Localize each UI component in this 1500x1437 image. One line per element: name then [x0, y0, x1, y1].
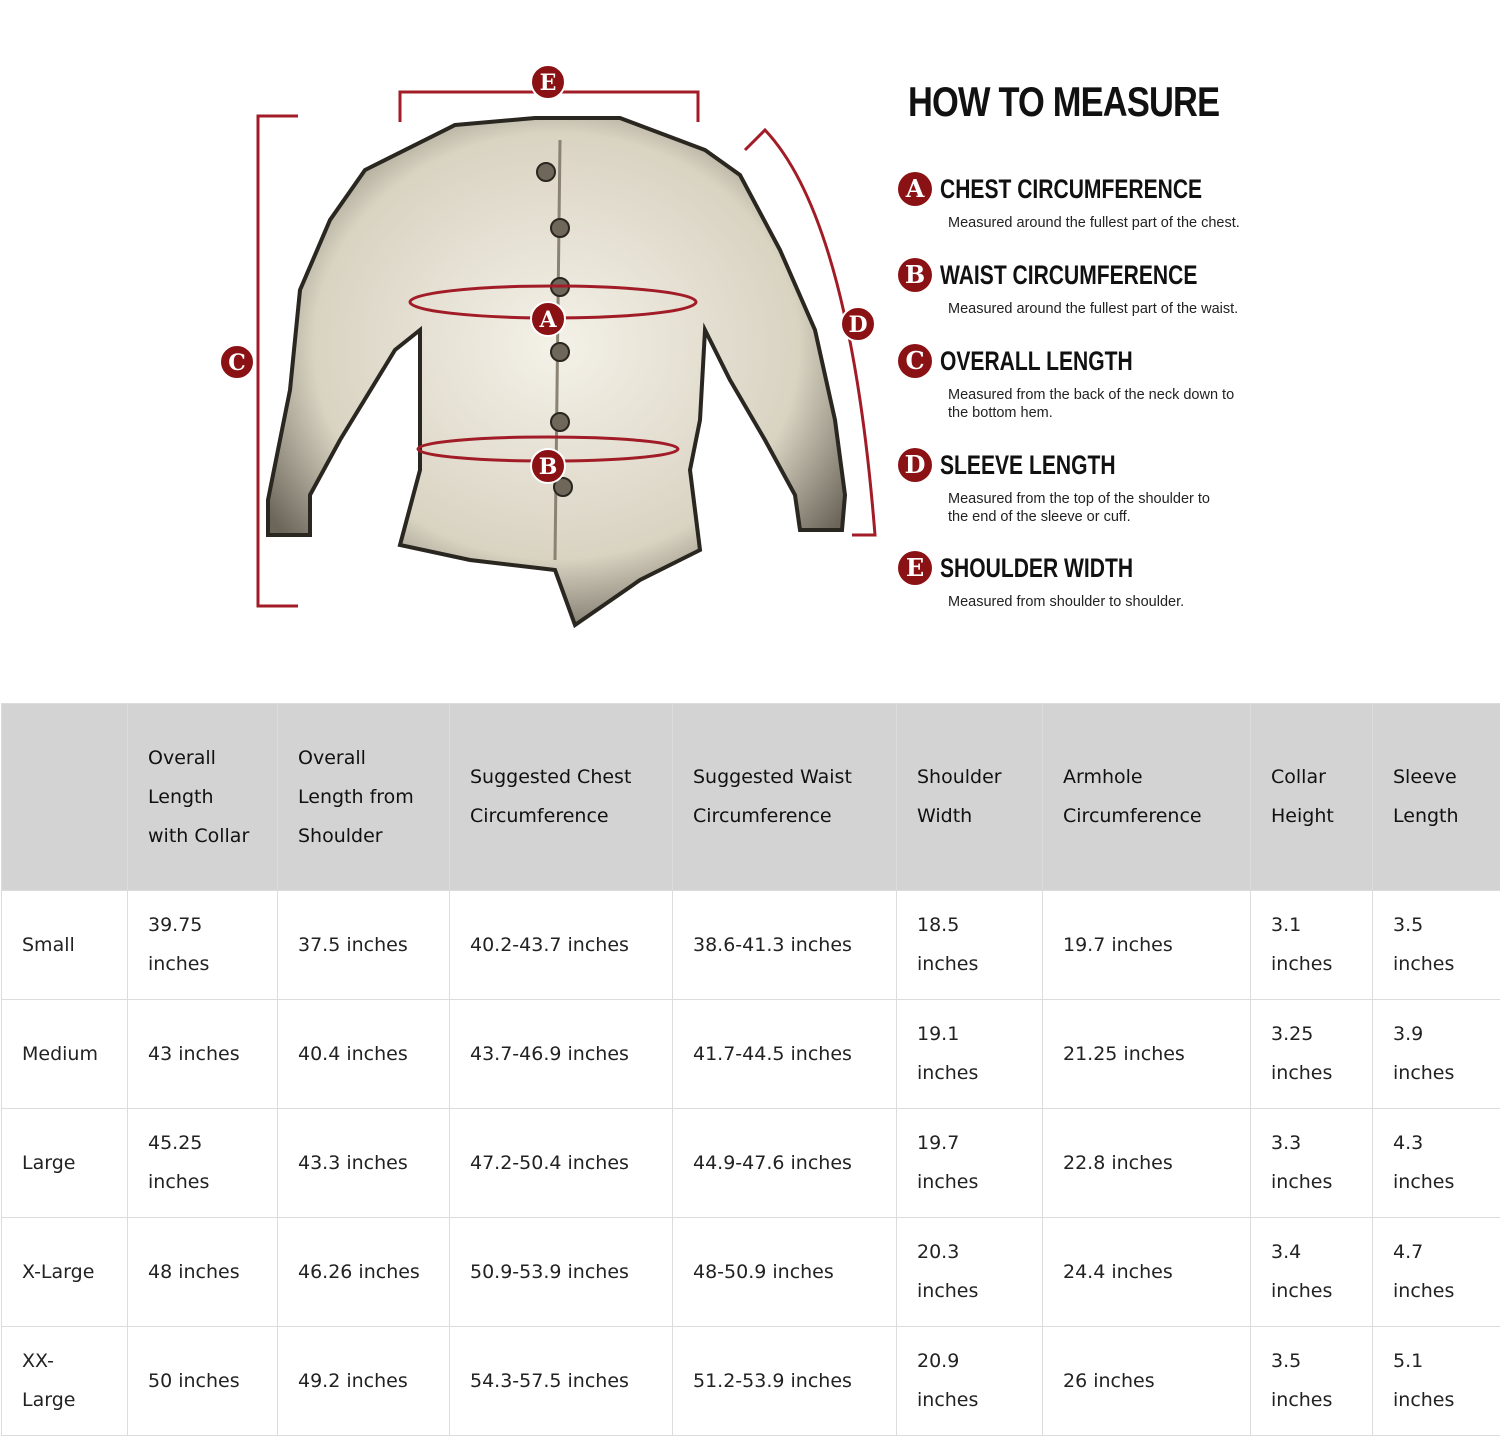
- size-chart-table: [1, 703, 1500, 1436]
- table-cell: 19.7 inches: [1043, 891, 1251, 1000]
- guide-item-title: SLEEVE LENGTH: [940, 450, 1116, 480]
- guide-item-title: CHEST CIRCUMFERENCE: [940, 174, 1203, 204]
- guide-item-title: WAIST CIRCUMFERENCE: [940, 260, 1198, 290]
- column-header: Armhole Circumference: [1043, 704, 1251, 891]
- table-row: [2, 1218, 1500, 1327]
- marker-label-d: D: [848, 312, 868, 338]
- table-cell: 43 inches: [128, 1000, 278, 1109]
- table-cell: 3.5 inches: [1373, 891, 1500, 1000]
- marker-label-a: A: [539, 307, 557, 333]
- table-cell: 26 inches: [1043, 1327, 1251, 1436]
- table-row: [2, 1109, 1500, 1218]
- badge-e: E: [898, 551, 932, 585]
- guide-title: HOW TO MEASURE: [908, 78, 1220, 125]
- table-header-row: [2, 704, 1500, 891]
- table-cell: 5.1 inches: [1373, 1327, 1500, 1436]
- table-cell: 22.8 inches: [1043, 1109, 1251, 1218]
- table-cell: 19.7 inches: [897, 1109, 1043, 1218]
- table-cell: 3.25 inches: [1251, 1000, 1373, 1109]
- table-cell: 43.7-46.9 inches: [450, 1000, 673, 1109]
- table-cell: 39.75 inches: [128, 891, 278, 1000]
- table-cell: 44.9-47.6 inches: [673, 1109, 897, 1218]
- guide-item-desc: Measured from the top of the shoulder to the end of the sleeve or cuff.: [948, 491, 1210, 525]
- table-cell: 38.6-41.3 inches: [673, 891, 897, 1000]
- table-cell: 37.5 inches: [278, 891, 450, 1000]
- table-cell: 3.9 inches: [1373, 1000, 1500, 1109]
- guide-item-desc: Measured from the back of the neck down to the bottom hem.: [948, 387, 1235, 421]
- size-label: Medium: [2, 1000, 128, 1109]
- size-label: X-Large: [2, 1218, 128, 1327]
- column-header: Shoulder Width: [897, 704, 1043, 891]
- size-label: Small: [2, 891, 128, 1000]
- table-cell: 20.3 inches: [897, 1218, 1043, 1327]
- column-header: Overall Length with Collar: [128, 704, 278, 891]
- guide-item-title: OVERALL LENGTH: [940, 346, 1133, 376]
- table-cell: 3.4 inches: [1251, 1218, 1373, 1327]
- table-cell: 46.26 inches: [278, 1218, 450, 1327]
- table-cell: 3.3 inches: [1251, 1109, 1373, 1218]
- table-cell: 40.4 inches: [278, 1000, 450, 1109]
- table-cell: 50.9-53.9 inches: [450, 1218, 673, 1327]
- marker-label-c: C: [228, 350, 246, 376]
- jacket-drawing: [268, 118, 845, 625]
- table-cell: 50 inches: [128, 1327, 278, 1436]
- column-header: Suggested Waist Circumference: [673, 704, 897, 891]
- table-cell: 43.3 inches: [278, 1109, 450, 1218]
- column-header: Suggested Chest Circumference: [450, 704, 673, 891]
- badge-a: A: [898, 172, 932, 206]
- marker-label-b: B: [538, 454, 558, 480]
- table-cell: 47.2-50.4 inches: [450, 1109, 673, 1218]
- table-row: [2, 1327, 1500, 1436]
- table-cell: 3.5 inches: [1251, 1327, 1373, 1436]
- table-cell: 41.7-44.5 inches: [673, 1000, 897, 1109]
- guide-item-desc: Measured around the fullest part of the chest.: [948, 215, 1240, 231]
- guide-item-title: SHOULDER WIDTH: [940, 553, 1134, 583]
- table-cell: 48-50.9 inches: [673, 1218, 897, 1327]
- guide-item-desc: Measured from shoulder to shoulder.: [948, 594, 1185, 610]
- table-cell: 18.5 inches: [897, 891, 1043, 1000]
- table-cell: 48 inches: [128, 1218, 278, 1327]
- table-cell: 4.7 inches: [1373, 1218, 1500, 1327]
- table-cell: 54.3-57.5 inches: [450, 1327, 673, 1436]
- table-cell: 19.1 inches: [897, 1000, 1043, 1109]
- table-cell: 4.3 inches: [1373, 1109, 1500, 1218]
- badge-d: D: [898, 448, 932, 482]
- column-header: Sleeve Length: [1373, 704, 1500, 891]
- table-cell: 3.1 inches: [1251, 891, 1373, 1000]
- size-label: XX-Large: [2, 1327, 128, 1436]
- badge-b: B: [898, 258, 932, 292]
- table-cell: 20.9 inches: [897, 1327, 1043, 1436]
- size-label: Large: [2, 1109, 128, 1218]
- table-cell: 45.25 inches: [128, 1109, 278, 1218]
- badge-c: C: [898, 344, 932, 378]
- column-header: [2, 704, 128, 891]
- table-cell: 51.2-53.9 inches: [673, 1327, 897, 1436]
- table-cell: 40.2-43.7 inches: [450, 891, 673, 1000]
- column-header: Collar Height: [1251, 704, 1373, 891]
- table-cell: 24.4 inches: [1043, 1218, 1251, 1327]
- table-row: [2, 891, 1500, 1000]
- table-cell: 21.25 inches: [1043, 1000, 1251, 1109]
- column-header: Overall Length from Shoulder: [278, 704, 450, 891]
- guide-item-desc: Measured around the fullest part of the waist.: [948, 301, 1239, 317]
- jacket-measurement-illustration: [0, 0, 1500, 700]
- table-cell: 49.2 inches: [278, 1327, 450, 1436]
- marker-label-e: E: [539, 70, 557, 96]
- table-row: [2, 1000, 1500, 1109]
